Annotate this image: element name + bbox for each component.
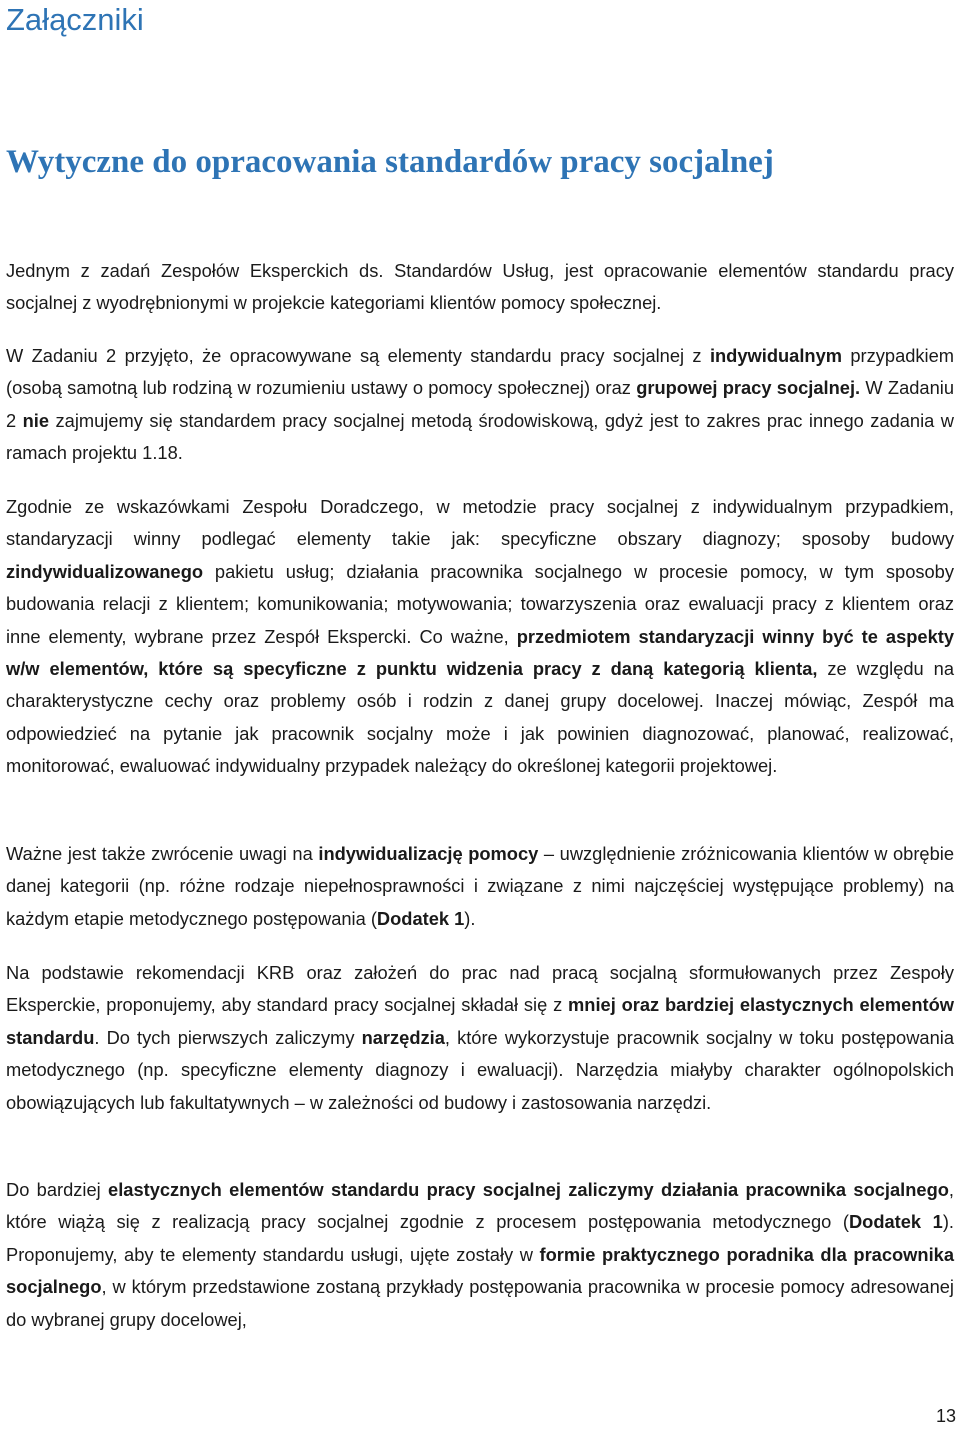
paragraph-text: W Zadaniu 2 przyjęto, że opracowywane są elementy standardu pracy socjalnej z	[6, 345, 710, 366]
paragraph-standardization-guidelines	[6, 491, 954, 783]
paragraph-text: Ważne jest także zwrócenie uwagi na	[6, 843, 319, 864]
paragraph-text: ). Proponujemy, aby te elementy standardu usługi, ujęte zostały w	[6, 1211, 954, 1265]
section-heading: Wytyczne do opracowania standardów pracy socjalnej	[6, 144, 774, 180]
paragraph-text: – uwzględnienie zróżnicowania klientów w obrębie danej kategorii (np. różne rodzaje niepełnosprawności i związane z nimi najczęściej występujące problemy) na każdym etapie metodycznego postępowania (	[6, 843, 954, 929]
paragraph-text: . Do tych pierwszych zaliczymy	[94, 1026, 362, 1048]
paragraph-text: przypadkiem (osobą samotną lub rodziną w rozumieniu ustawy o pomocy społecznej) oraz	[6, 345, 954, 399]
emphasized-text: mniej oraz bardziej elastycznych elementów standardu	[6, 994, 954, 1048]
paragraph-flexible-elements	[6, 1174, 954, 1336]
paragraph-text: zajmujemy się standardem pracy socjalnej metodą środowiskową, gdyż jest to zakres prac innego zadania w ramach projektu 1.18.	[6, 409, 954, 464]
emphasized-text: indywidualizację pomocy	[318, 843, 539, 864]
page-heading: Załączniki	[6, 2, 144, 37]
paragraph-text: W Zadaniu 2	[6, 377, 954, 431]
emphasized-text: grupowej pracy socjalnej.	[636, 377, 861, 399]
page-number: 13	[935, 1406, 956, 1426]
paragraph-individualization	[6, 838, 954, 935]
paragraph-intro	[6, 255, 954, 320]
paragraph-text: Na podstawie rekomendacji KRB oraz założeń do prac nad pracą socjalną sformułowanych przez Zespoły Eksperckie, proponujemy, aby standard pracy socjalnej składał się z	[6, 962, 954, 1016]
paragraph-text: Jednym z zadań Zespołów Eksperckich ds. Standardów Usług, jest opracowanie elementów standardu pracy socjalnej z wyodrębnionymi w projekcie kategoriami klientów pomocy społecznej.	[6, 260, 954, 314]
paragraph-text: , które wiążą się z realizacją pracy socjalnej zgodnie z procesem postępowania metodycznego (	[6, 1179, 954, 1233]
emphasized-text: elastycznych elementów standardu pracy socjalnej zaliczymy działania pracownika socjalnego	[108, 1179, 949, 1200]
paragraph-text: Do bardziej	[6, 1179, 109, 1200]
paragraph-text: , w którym przedstawione zostaną przykłady postępowania pracownika w procesie pomocy adresowanej do wybranej grupy docelowej,	[6, 1276, 954, 1330]
emphasized-text: Dodatek 1	[376, 907, 465, 929]
emphasized-text: zindywidualizowanego	[6, 560, 204, 582]
paragraph-text: pakietu usług; działania pracownika socjalnego w procesie pomocy, w tym sposoby budowania relacji z klientem; komunikowania; motywowania; towarzyszenia oraz ewaluacji pracy z klientem oraz inne elementy, wybrane przez Zespół Ekspercki. Co ważne,	[6, 560, 954, 647]
emphasized-text: narzędzia	[361, 1026, 445, 1048]
paragraph-text: , które wykorzystuje pracownik socjalny w toku postępowania metodycznego (np. specyficzne elementy diagnozy i ewaluacji). Narzędzia miałyby charakter ogólnopolskich obowiązujących lub fakultatywnych – w zależności od budowy i zastosowania narzędzi.	[6, 1026, 954, 1113]
emphasized-text: indywidualnym	[709, 345, 842, 366]
emphasized-text: przedmiotem standaryzacji winny być te aspekty w/w elementów, które są specyficzne z punktu widzenia pracy z daną kategorią klienta,	[6, 625, 954, 680]
paragraph-standard-elements	[6, 957, 954, 1119]
emphasized-text: Dodatek 1	[848, 1211, 943, 1233]
paragraph-text: ).	[464, 907, 476, 929]
emphasized-text: nie	[22, 409, 50, 431]
paragraph-text: Zgodnie ze wskazówkami Zespołu Doradczego, w metodzie pracy socjalnej z indywidualnym przypadkiem, standaryzacji winny podlegać elementy takie jak: specyficzne obszary diagnozy; sposoby budowy	[6, 496, 954, 550]
emphasized-text: formie praktycznego poradnika dla pracownika socjalnego	[6, 1243, 954, 1298]
paragraph-task-scope	[6, 340, 954, 470]
paragraph-text: ze względu na charakterystyczne cechy oraz problemy osób i rodzin z danej grupy docelowej. Inaczej mówiąc, Zespół ma odpowiedzieć na pytanie jak pracownik socjalny może i jak powinien diagnozować, planować, realizować, monitorować, ewaluować indywidualny przypadek należący do określonej kategorii projektowej.	[6, 658, 954, 777]
